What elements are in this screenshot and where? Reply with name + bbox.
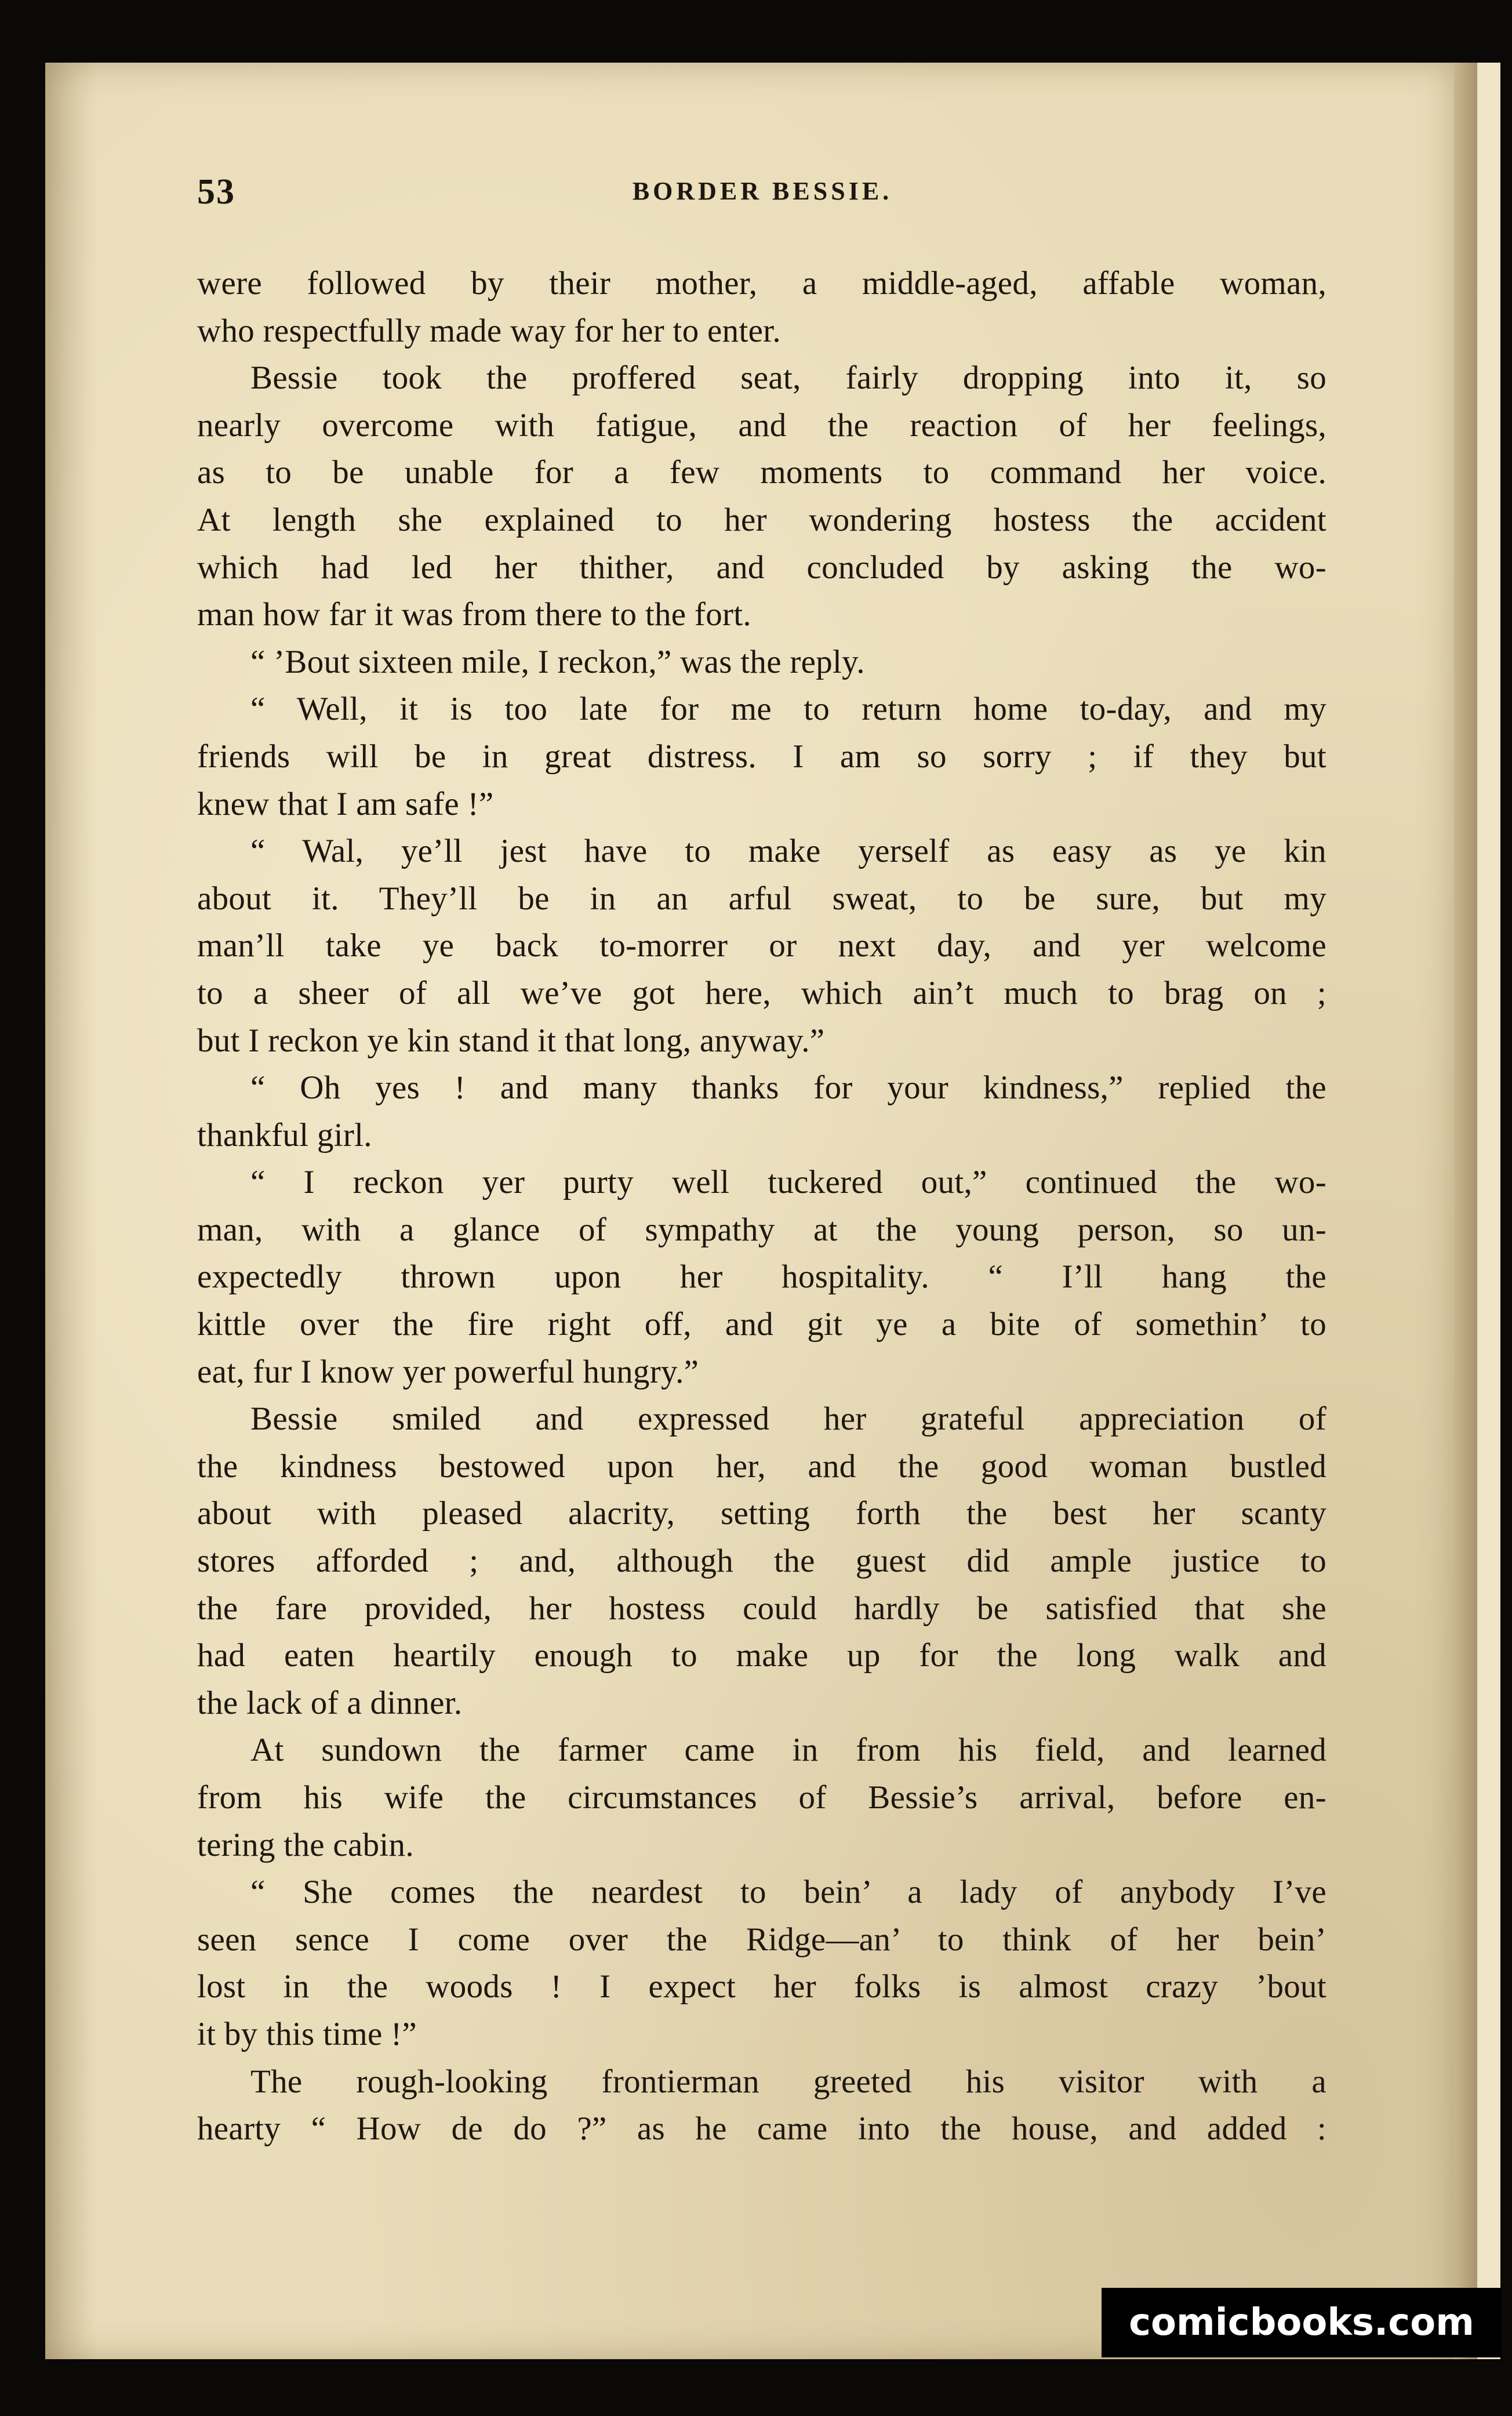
text-line: nearly overcome with fatigue, and the reaction of her feelings, bbox=[197, 407, 1326, 444]
text-line: “ Oh yes ! and many thanks for your kindness,” replied the bbox=[250, 1069, 1326, 1107]
left-margin bbox=[0, 63, 45, 2359]
text-line: had eaten heartily enough to make up for the long walk and bbox=[197, 1637, 1326, 1674]
text-line: Bessie smiled and expressed her grateful appreciation of bbox=[250, 1401, 1326, 1438]
text-line: “ Well, it is too late for me to return home to-day, and my bbox=[250, 691, 1326, 728]
text-line: which had led her thither, and concluded by asking the wo- bbox=[197, 549, 1326, 586]
text-line: but I reckon ye kin stand it that long, anyway.” bbox=[197, 1022, 825, 1059]
text-line: seen sence I come over the Ridge—an’ to think of her bein’ bbox=[197, 1921, 1326, 1958]
text-line: At sundown the farmer came in from his field, and learned bbox=[250, 1732, 1326, 1769]
adjacent-page-strip bbox=[1477, 63, 1500, 2359]
body-text bbox=[197, 260, 1326, 2153]
text-line: “ ’Bout sixteen mile, I reckon,” was the reply. bbox=[250, 643, 865, 680]
page-edge bbox=[1454, 63, 1477, 2359]
text-line: from his wife the circumstances of Bessie’s arrival, before en- bbox=[197, 1779, 1326, 1816]
text-line: the kindness bestowed upon her, and the good woman bustled bbox=[197, 1448, 1326, 1485]
page-number: 53 bbox=[197, 172, 235, 212]
text-line: friends will be in great distress. I am so sorry ; if they but bbox=[197, 738, 1326, 775]
watermark: comicbooks.com bbox=[1102, 2288, 1502, 2357]
text-line: it by this time !” bbox=[197, 2015, 417, 2052]
running-head bbox=[197, 172, 1328, 218]
text-line: lost in the woods ! I expect her folks is almost crazy ’bout bbox=[197, 1968, 1326, 2005]
text-line: “ I reckon yer purty well tuckered out,” continued the wo- bbox=[250, 1164, 1326, 1201]
text-line: the lack of a dinner. bbox=[197, 1684, 463, 1721]
text-line: Bessie took the proffered seat, fairly dropping into it, so bbox=[250, 360, 1326, 397]
text-line: man how far it was from there to the fort. bbox=[197, 596, 751, 633]
text-line: The rough-looking frontierman greeted his visitor with a bbox=[250, 2063, 1326, 2100]
text-line: tering the cabin. bbox=[197, 1826, 414, 1863]
text-line: knew that I am safe !” bbox=[197, 785, 494, 822]
text-line: At length she explained to her wondering hostess the accident bbox=[197, 501, 1326, 538]
text-line: the fare provided, her hostess could hardly be satisfied that she bbox=[197, 1590, 1326, 1627]
text-line: stores afforded ; and, although the guest did ample justice to bbox=[197, 1543, 1326, 1580]
running-title: BORDER BESSIE. bbox=[632, 177, 893, 205]
text-line: to a sheer of all we’ve got here, which ain’t much to brag on ; bbox=[197, 974, 1326, 1011]
text-line: “ She comes the neardest to bein’ a lady of anybody I’ve bbox=[250, 1874, 1326, 1911]
text-line: as to be unable for a few moments to command her voice. bbox=[197, 454, 1326, 491]
text-line: expectedly thrown upon her hospitality. “ I’ll hang the bbox=[197, 1258, 1326, 1296]
text-line: were followed by their mother, a middle-aged, affable woman, bbox=[197, 265, 1326, 302]
text-line: man’ll take ye back to-morrer or next day, and yer welcome bbox=[197, 927, 1326, 964]
text-line: who respectfully made way for her to enter. bbox=[197, 312, 781, 349]
text-line: about with pleased alacrity, setting forth the best her scanty bbox=[197, 1495, 1326, 1532]
text-line: hearty “ How de do ?” as he came into the house, and added : bbox=[197, 2110, 1326, 2147]
text-line: man, with a glance of sympathy at the young person, so un- bbox=[197, 1211, 1326, 1248]
text-line: about it. They’ll be in an arful sweat, to be sure, but my bbox=[197, 880, 1326, 917]
text-line: kittle over the fire right off, and git ye a bite of somethin’ to bbox=[197, 1306, 1326, 1343]
text-line: eat, fur I know yer powerful hungry.” bbox=[197, 1353, 699, 1390]
text-line: thankful girl. bbox=[197, 1116, 372, 1153]
text-line: “ Wal, ye’ll jest have to make yerself as easy as ye kin bbox=[250, 833, 1326, 870]
